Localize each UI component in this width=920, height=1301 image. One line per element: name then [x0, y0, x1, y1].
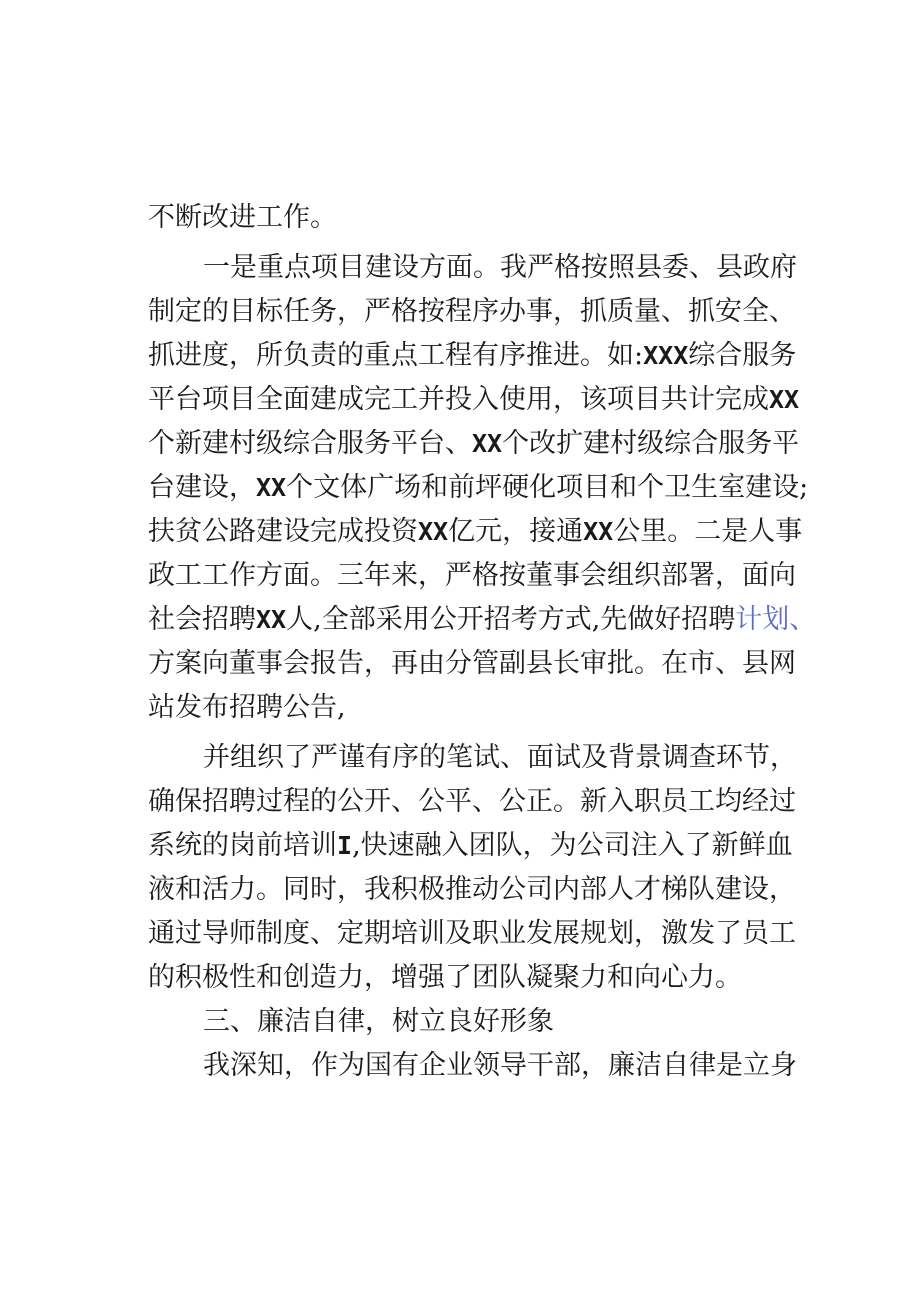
text-line: [148, 912, 796, 956]
heading-text: 三、廉洁自律，树立良好形象: [203, 1006, 554, 1037]
text-span: 通过导师制度、定期培训及职业发展规划，激发了员工: [148, 918, 796, 949]
text-span: 公里。二是人事: [613, 516, 803, 547]
text-span: 抓进度，所负责的重点工程有序推进。如:: [148, 340, 644, 371]
plan-link[interactable]: 计划、: [735, 604, 817, 635]
text-line: [148, 334, 797, 378]
text-line: [148, 554, 796, 598]
text-span: 政工工作方面。三年来，严格按董事会组织部署，面向: [148, 560, 796, 591]
stray-character: I: [337, 831, 353, 860]
text-line: [148, 466, 809, 510]
text-line: [148, 642, 796, 686]
text-line: [148, 196, 337, 240]
text-line: [203, 246, 797, 290]
text-span: 并组织了严谨有序的笔试、面试及背景调查环节，: [203, 742, 797, 773]
text-span: 个文体广场和前坪硬化项目和个卫生室建设;: [286, 472, 809, 503]
text-line: [203, 736, 797, 780]
placeholder-code: XX: [583, 517, 614, 546]
text-line: [148, 422, 800, 466]
text-span: 个改扩建村级综合服务平: [502, 428, 800, 459]
text-span: ,快速融入团队，为公司注入了新鲜血: [352, 830, 793, 861]
text-line: [148, 868, 796, 912]
text-line: [203, 1044, 797, 1088]
text-span: 一是重点项目建设方面。我严格按照县委、县政府: [203, 252, 797, 283]
text-span: 我深知，作为国有企业领导干部，廉洁自律是立身: [203, 1050, 797, 1081]
text-span: 制定的目标任务，严格按程序办事，抓质量、抓安全、: [148, 296, 796, 327]
placeholder-code: XX: [256, 473, 287, 502]
placeholder-code: XX: [472, 429, 503, 458]
text-span: 站发布招聘公告,: [148, 692, 346, 723]
text-line: [148, 780, 796, 824]
text-line: [148, 824, 793, 868]
text-span: 扶贫公路建设完成投资: [148, 516, 418, 547]
placeholder-code: XX: [256, 605, 287, 634]
text-span: 不断改进工作。: [148, 202, 337, 233]
text-span: 系统的岗前培训: [148, 830, 337, 861]
text-span: 平台项目全面建成完工并投入使用，该项目共计完成: [148, 384, 769, 415]
text-line: [148, 510, 803, 554]
placeholder-code: XXX: [643, 341, 689, 370]
text-span: 确保招聘过程的公开、公平、公正。新入职员工均经过: [148, 786, 796, 817]
placeholder-code: XX: [418, 517, 449, 546]
text-span: 综合服务: [688, 340, 797, 371]
text-span: 液和活力。同时，我积极推动公司内部人才梯队建设，: [148, 874, 796, 905]
text-line: [148, 598, 817, 642]
text-span: 的积极性和创造力，增强了团队凝聚力和向心力。: [148, 962, 742, 993]
text-span: 亿元，接通: [448, 516, 584, 547]
placeholder-code: XX: [769, 385, 800, 414]
text-span: 个新建村级综合服务平台、: [148, 428, 472, 459]
text-span: 台建设，: [148, 472, 256, 503]
text-line: [148, 378, 800, 422]
text-span: 社会招聘: [148, 604, 256, 635]
text-line: [148, 290, 796, 334]
text-line: [148, 686, 346, 730]
section-heading: [203, 1000, 554, 1044]
text-line: [148, 956, 742, 1000]
text-span: 人,全部采用公开招考方式,先做好招聘: [286, 604, 736, 635]
text-span: 方案向董事会报告，再由分管副县长审批。在市、县网: [148, 648, 796, 679]
